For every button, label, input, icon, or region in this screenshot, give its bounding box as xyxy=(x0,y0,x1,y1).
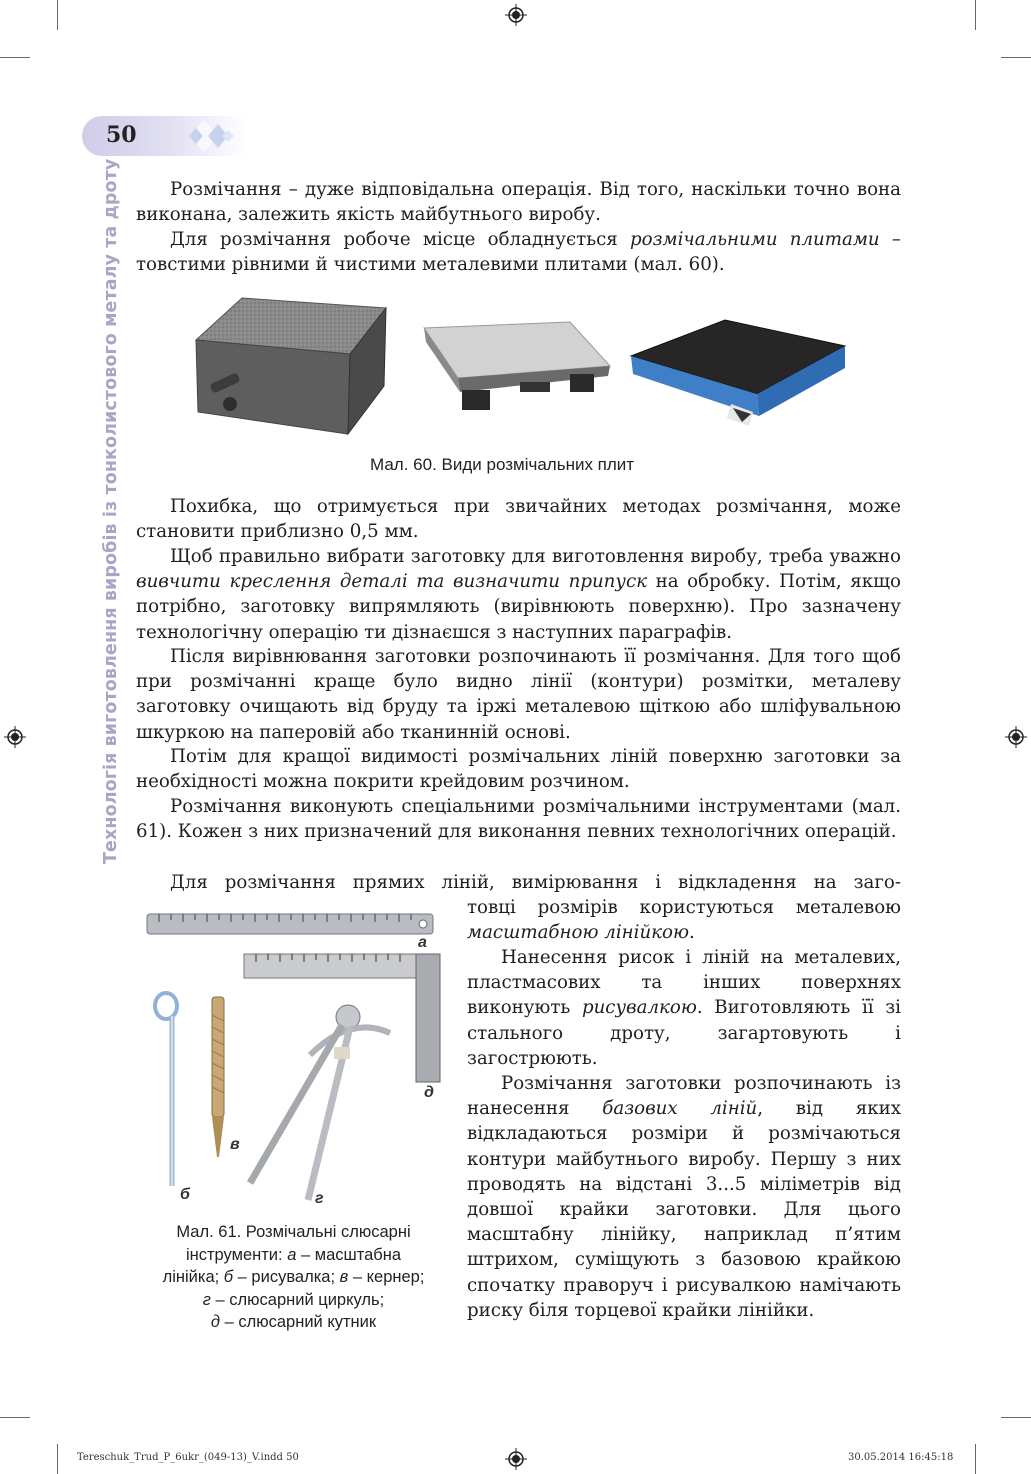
crop-mark xyxy=(1001,1417,1031,1418)
text-run: Після вирівнювання заготовки розпочинають її розмічання. Для того щоб при розмічанні краще було видно лінії (контури) розмітки, металеву заготовку очищають від бруду та іржі металевою щіткою або шліфувальною шкуркою на паперовій або тканинній основі. xyxy=(136,646,901,743)
text-run: Для розмічання робоче місце обладнується xyxy=(170,229,630,250)
text-run: на обробку. Потім, якщо потрібно, заготовку випрямляють (вирівнюють поверхню). Про зазначену технологічну операцію ти дізнаєшся з наступних параграфів. xyxy=(136,571,902,643)
marking-plate-photo-2 xyxy=(420,320,615,420)
emphasized-term: в xyxy=(339,1268,349,1286)
footer-filename: Tereschuk_Trud_P_6ukr_(049-13)_V.indd 50 xyxy=(77,1452,299,1463)
label-d: д xyxy=(424,1084,434,1101)
emphasized-term: а xyxy=(287,1245,297,1264)
paragraph-line: Для розмічання прямих ліній, вимірювання і відкладення на заго- xyxy=(170,872,901,893)
center-punch-photo xyxy=(204,995,232,1160)
crop-mark xyxy=(0,1417,30,1418)
paragraph xyxy=(136,544,901,645)
caption-line xyxy=(136,1266,451,1289)
text-run: – слюсарний кутник xyxy=(220,1313,377,1331)
crop-mark xyxy=(975,0,976,30)
text-run: Розмічання виконують спеціальними розмічальними інструментами (мал. 61). Кожен з них призначений для виконання певних технологічних операцій. xyxy=(136,796,901,843)
text-run: – кернер; xyxy=(348,1268,425,1286)
text-run: – товстими рівними й чистими металевими плитами (мал. 60). xyxy=(136,229,901,276)
label-v: в xyxy=(230,1136,240,1153)
text-run: – слюсарний циркуль; xyxy=(210,1290,385,1309)
text-run: лінійка; xyxy=(162,1268,224,1286)
text-run: , від яких відкладаються розміри й розмічаються контури майбутнього виробу. Першу з них проводять на відстані 3...5 міліметрів від довшої крайки заготовки. Для цього масштабну лінійку, наприклад п’ятим штрихом, суміщують з базовою крайкою спочатку праворуч і рисувалкою намічають риску біля торцевої крайки лінійки. xyxy=(467,1098,901,1321)
registration-mark-icon xyxy=(505,1448,527,1470)
label-g: г xyxy=(315,1190,324,1207)
registration-mark-icon xyxy=(1005,726,1027,748)
paragraph xyxy=(467,1071,901,1323)
text-run: Потім для кращої видимості розмічальних ліній поверхню заготовки за необхідності можна покрити крейдовим розчином. xyxy=(136,746,901,793)
registration-mark-icon xyxy=(505,4,527,26)
crop-mark xyxy=(57,0,58,30)
emphasized-term: г xyxy=(202,1290,211,1309)
side-chapter-title: Технологія виготовлення виробів із тонколистового металу та дроту xyxy=(101,158,121,864)
text-run: Розмічання заготовки розпочинають із нанесення xyxy=(467,1073,901,1120)
text-run: Похибка, що отримується при звичайних методах розмічання, може становити приблизно 0,5 мм. xyxy=(136,496,901,543)
paragraph xyxy=(136,744,901,794)
emphasized-term: рисувалкою xyxy=(581,997,697,1019)
paragraph xyxy=(136,794,901,844)
paragraph xyxy=(136,177,901,227)
text-run: Мал. 61. Розмічальні слюсарні xyxy=(176,1223,411,1241)
caption-line xyxy=(136,1221,451,1244)
emphasized-term: базових ліній xyxy=(602,1098,758,1120)
diamond-ornament-icon xyxy=(182,118,242,156)
scriber-photo xyxy=(150,990,190,1190)
emphasized-term: вивчити креслення деталі та визначити припуск xyxy=(136,571,647,593)
text-run: . Виготовляють її зі стального дроту, загартовують і загострюють. xyxy=(467,997,901,1069)
paragraph xyxy=(136,494,901,544)
crop-mark xyxy=(975,1444,976,1474)
paragraph xyxy=(467,895,901,945)
caption-line xyxy=(136,1311,451,1334)
text-run: Нанесення рисок і ліній на металевих, пластмасових та інших поверхнях виконують xyxy=(467,947,901,1019)
label-b: б xyxy=(180,1186,190,1203)
emphasized-term: д xyxy=(210,1313,221,1331)
footer-timestamp: 30.05.2014 16:45:18 xyxy=(848,1452,954,1463)
paragraph xyxy=(467,945,901,1071)
paragraph xyxy=(136,644,901,745)
figure-61-caption xyxy=(136,1221,451,1334)
text-run: товці розмірів користуються металевою xyxy=(467,897,901,918)
crop-mark xyxy=(57,1444,58,1474)
steel-ruler-photo xyxy=(145,910,437,938)
crop-mark xyxy=(1001,57,1031,58)
text-run: – рисувалка; xyxy=(233,1268,340,1286)
caption-line xyxy=(136,1289,451,1312)
figure-60-caption: Мал. 60. Види розмічальних плит xyxy=(370,455,635,474)
text-run: – масштабна xyxy=(296,1245,402,1264)
text-run: інструменти: xyxy=(185,1245,288,1264)
registration-mark-icon xyxy=(4,726,26,748)
text-run: Щоб правильно вибрати заготовку для виготовлення виробу, треба уважно xyxy=(170,546,901,567)
emphasized-term: масштабною лінійкою xyxy=(467,922,689,944)
marking-plate-photo-1 xyxy=(190,294,390,440)
caption-line xyxy=(136,1244,451,1267)
text-run: Розмічання – дуже відповідальна операція. Від того, наскільки точно вона виконана, залежить якість майбутнього виробу. xyxy=(136,179,901,226)
emphasized-term: розмічальними плитами xyxy=(630,229,880,250)
crop-mark xyxy=(0,57,30,58)
page-number: 50 xyxy=(106,122,137,148)
paragraph xyxy=(136,227,901,277)
text-run: . xyxy=(688,922,695,944)
divider-compass-photo xyxy=(240,995,400,1205)
emphasized-term: б xyxy=(223,1268,234,1286)
marking-plate-photo-3 xyxy=(627,316,849,436)
label-a: а xyxy=(418,934,427,951)
